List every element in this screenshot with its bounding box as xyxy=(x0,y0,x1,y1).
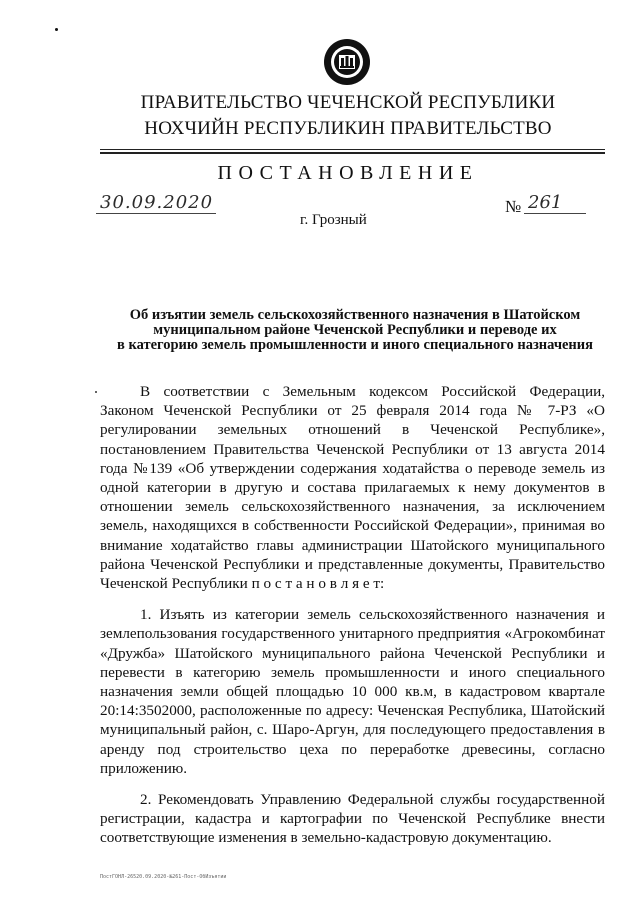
item-paragraph-2: 2. Рекомендовать Управлению Федеральной службы государственной регистрации, кадастра и картографии по Чеченской Республике внести соответствующие изменения в земельно-кадастровую документацию. xyxy=(100,791,605,847)
header-rule-thick xyxy=(100,152,605,154)
title-line: в категорию земель промышленности и иного специального назначения xyxy=(116,337,593,353)
scan-speck xyxy=(55,28,58,31)
date-underline xyxy=(96,213,216,214)
header-rule-thin xyxy=(100,149,605,150)
document-date: 30.09.2020 xyxy=(100,192,214,213)
government-name-ru: ПРАВИТЕЛЬСТВО ЧЕЧЕНСКОЙ РЕСПУБЛИКИ xyxy=(140,92,556,113)
footer-code: ПостГОНЛ-26520.09.2020-№261-Пост-ОбИзъятии xyxy=(100,874,227,880)
scan-speck xyxy=(95,391,97,393)
coat-of-arms-icon xyxy=(323,38,371,86)
item-paragraph-1: 1. Изъять из категории земель сельскохозяйственного назначения и землепользования государственного унитарного предприятия «Агрокомбинат «Дружба» Шатойского муниципального района Чеченской Республики и перевести в категорию земель промышленности и иного специального назначения земли общей площадью 10 000 кв.м, в кадастровом квартале 20:14:3502000, расположенные по адресу: Чеченская Республика, Шатойский муниципальный район, с. Шаро-Аргун, для последующего предоставления в аренду под строительство цеха по переработке древесины, согласно приложению. xyxy=(100,606,605,777)
preamble-paragraph xyxy=(100,382,605,593)
document-number: 261 xyxy=(528,192,563,213)
number-prefix: № xyxy=(505,197,522,216)
resolves-text: п о с т а н о в л я е т: xyxy=(251,575,385,593)
preamble-text: В соответствии с Земельным кодексом Российской Федерации, Законом Чеченской Республики от 25 февраля 2014 года № 7-РЗ «О регулировании земельных отношений в Чеченской Республике», постановлением Правительства Чеченской Республики от 13 августа 2014 года №139 «Об утверждении содержания ходатайства о переводе земель из одной категории в другую и состава прилагаемых к нему документов в отношении земель сельскохозяйственного назначения, за исключением земель, находящихся в собственности Российской Федерации», принимая во внимание ходатайство главы администрации Шатойского муниципального района Чеченской Республики и представленные документы, Правительство Чеченской Республики xyxy=(100,383,605,593)
document-body xyxy=(100,382,605,860)
document-city: г. Грозный xyxy=(300,212,367,228)
document-title xyxy=(100,308,610,353)
government-name-ce: НОХЧИЙН РЕСПУБЛИКИН ПРАВИТЕЛЬСТВО xyxy=(144,118,552,139)
title-line: муниципальном районе Чеченской Республики и переводе их xyxy=(153,322,557,338)
document-type: ПОСТАНОВЛЕНИЕ xyxy=(217,162,479,184)
number-underline xyxy=(524,213,586,214)
title-line: Об изъятии земель сельскохозяйственного назначения в Шатойском xyxy=(129,307,581,323)
